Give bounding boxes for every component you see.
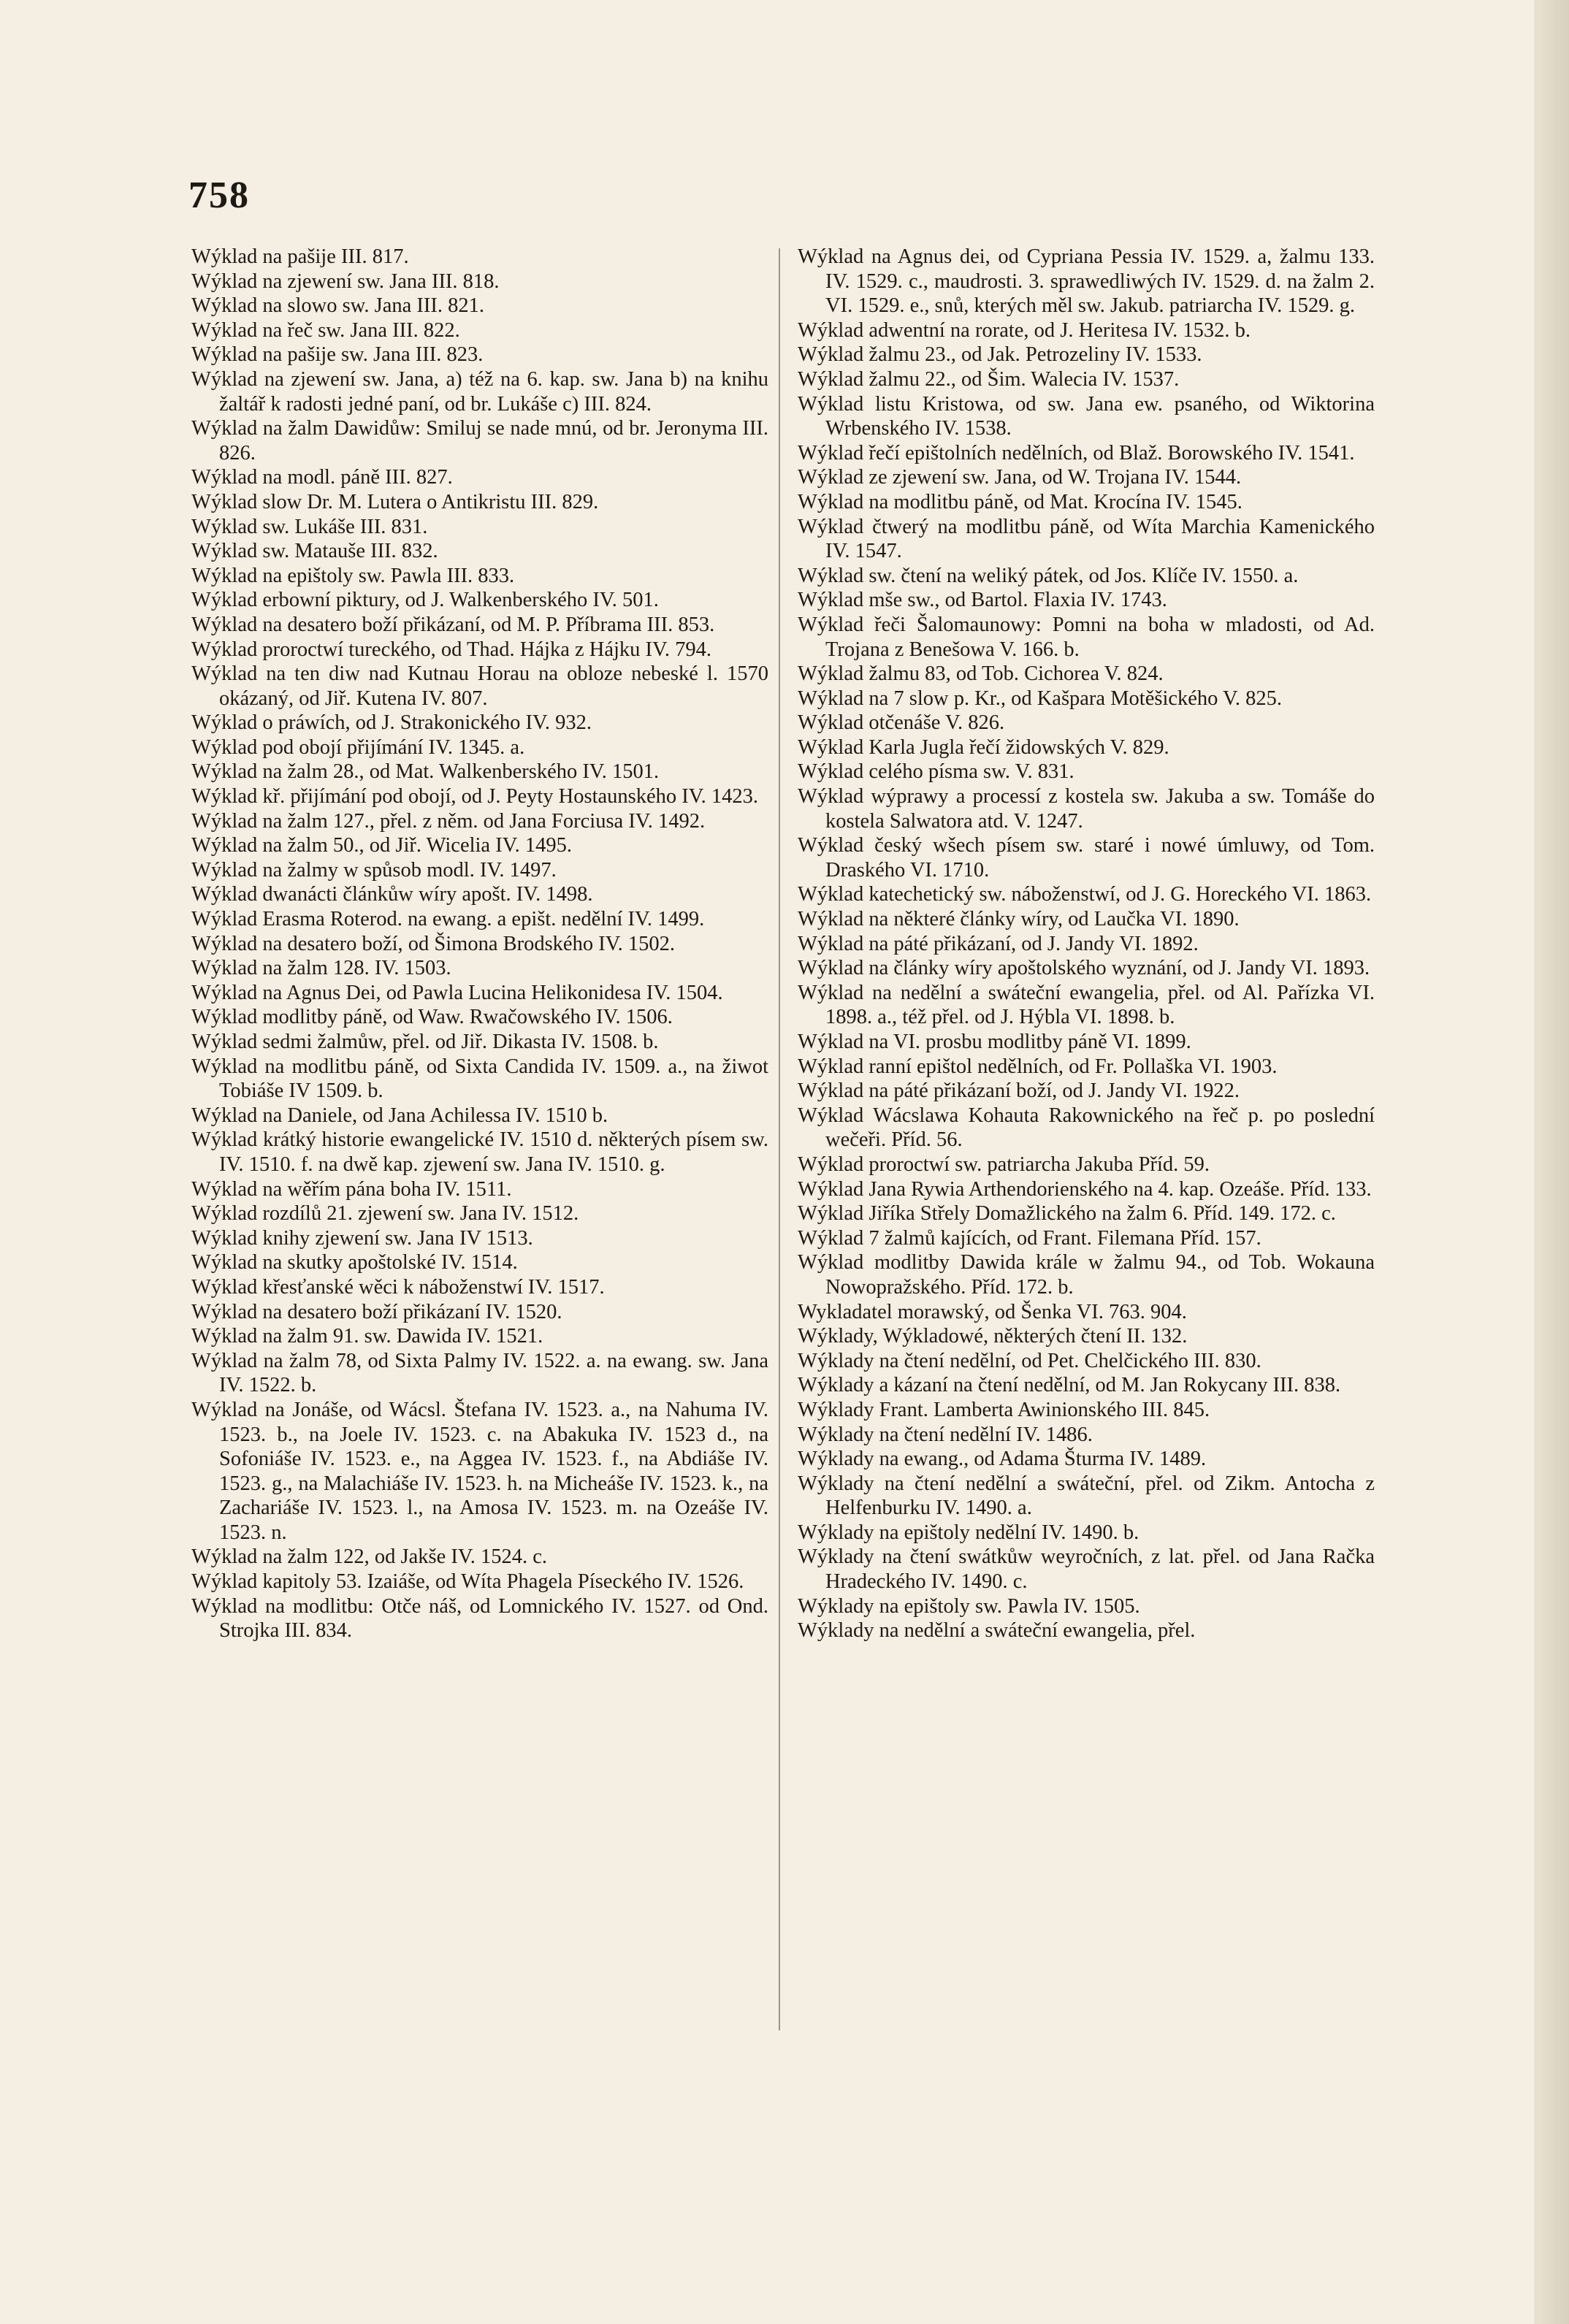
index-entry: Wýklad listu Kristowa, od sw. Jana ew. psaného, od Wiktorina Wrbenského IV. 1538. xyxy=(798,392,1375,440)
index-entry: Wýklad křesťanské wěci k náboženstwí IV. 1517. xyxy=(191,1275,605,1299)
index-entry: Wýklad na epištoly sw. Pawla III. 833. xyxy=(191,564,515,587)
index-entry: Wýklad na žalmy w spůsob modl. IV. 1497. xyxy=(191,858,557,882)
index-entry: Wýklady na čtení nedělní a swáteční, přel. od Zikm. Antocha z Helfenburku IV. 1490. a. xyxy=(798,1472,1375,1520)
index-entry: Wýklad proroctwí sw. patriarcha Jakuba Příd. 59. xyxy=(798,1153,1210,1176)
index-entry: Wýklady na čtení nedělní IV. 1486. xyxy=(798,1423,1093,1446)
index-entry: Wýklad sw. čtení na weliký pátek, od Jos. Klíče IV. 1550. a. xyxy=(798,564,1299,587)
index-entry: Wýklad na modl. páně III. 827. xyxy=(191,466,453,489)
index-entry: Wýklad kapitoly 53. Izaiáše, od Wíta Phagela Píseckého IV. 1526. xyxy=(191,1570,744,1594)
index-entry: Wýklad slow Dr. M. Lutera o Antikristu III. 829. xyxy=(191,490,599,513)
index-entry: Wýklad na pašije III. 817. xyxy=(191,245,409,268)
index-entry: Wýklad Jiříka Střely Domažlického na žalm 6. Příd. 149. 172. c. xyxy=(798,1202,1336,1226)
index-entry: Wýklad na modlitbu páně, od Sixta Candida IV. 1509. a., na žiwot Tobiáše IV 1509. b. xyxy=(191,1055,768,1103)
index-entry: Wýklad na žalm Dawidůw: Smiluj se nade mnú, od br. Jeronyma III. 826. xyxy=(191,417,768,465)
index-entry: Wýklady na čtení swátkůw weyročních, z lat. přel. od Jana Račka Hradeckého IV. 1490. c. xyxy=(798,1545,1375,1594)
index-entry: Wýklad na žalm 122, od Jakše IV. 1524. c. xyxy=(191,1545,548,1569)
index-entry: Wýklad na Agnus Dei, od Pawla Lucina Helikonidesa IV. 1504. xyxy=(191,981,723,1004)
index-entry: Wýklad Jana Rywia Arthendorienského na 4. kap. Ozeáše. Příd. 133. xyxy=(798,1177,1372,1201)
index-entry: Wýklad mše sw., od Bartol. Flaxia IV. 1743. xyxy=(798,589,1167,612)
index-entry: Wýklad na články wíry apoštolského wyznání, od J. Jandy VI. 1893. xyxy=(798,957,1370,980)
index-entry: Wýklad wýprawy a processí z kostela sw. Jakuba a sw. Tomáše do kostela Salwatora atd. V. 1247. xyxy=(798,785,1375,833)
index-entry: Wýklad Erasma Roterod. na ewang. a epišt. nedělní IV. 1499. xyxy=(191,908,705,931)
index-entry: Wýklad pod obojí přijímání IV. 1345. a. xyxy=(191,735,525,759)
index-entry: Wýklady na epištoly nedělní IV. 1490. b. xyxy=(798,1521,1139,1544)
index-entry: Wýklad na skutky apoštolské IV. 1514. xyxy=(191,1251,518,1274)
index-entry: Wýklad sw. Matauše III. 832. xyxy=(191,540,438,563)
index-entry: Wýklad modlitby páně, od Waw. Rwačowského IV. 1506. xyxy=(191,1006,673,1029)
page-number: 758 xyxy=(188,175,250,216)
index-entry: Wýklad krátký historie ewangelické IV. 1510 d. některých písem sw. IV. 1510. f. na dwě kap. zjewení sw. Jana IV. 1510. g. xyxy=(191,1128,768,1176)
index-entry: Wykladatel morawský, od Šenka VI. 763. 904. xyxy=(798,1300,1187,1323)
index-entry: Wýklad otčenáše V. 826. xyxy=(798,711,1005,735)
column-divider xyxy=(779,248,780,2030)
index-entry: Wýklad na žalm 91. sw. Dawida IV. 1521. xyxy=(191,1325,543,1348)
index-entry: Wýklad žalmu 83, od Tob. Cichorea V. 824. xyxy=(798,662,1164,686)
index-entry: Wýklad na desatero boží přikázaní, od M. P. Příbrama III. 853. xyxy=(191,613,715,636)
index-entry: Wýklad na modlitbu páně, od Mat. Krocína IV. 1545. xyxy=(798,490,1242,513)
index-entry: Wýklad adwentní na rorate, od J. Heritesa IV. 1532. b. xyxy=(798,318,1251,342)
index-entry: Wýklad na slowo sw. Jana III. 821. xyxy=(191,294,485,318)
index-entry: Wýklad knihy zjewení sw. Jana IV 1513. xyxy=(191,1226,533,1250)
index-entry: Wýklad na wěřím pána boha IV. 1511. xyxy=(191,1177,512,1201)
page-edge xyxy=(1534,0,1569,2324)
index-entry: Wýklad na žalm 28., od Mat. Walkenberského IV. 1501. xyxy=(191,760,660,784)
index-entry: Wýklad ranní epištol nedělních, od Fr. Pollaška VI. 1903. xyxy=(798,1055,1278,1078)
index-entry: Wýklad žalmu 22., od Šim. Walecia IV. 1537. xyxy=(798,367,1180,391)
index-entry: Wýklad na žalm 128. IV. 1503. xyxy=(191,957,451,980)
index-entry: Wýklady na epištoly sw. Pawla IV. 1505. xyxy=(798,1594,1140,1618)
index-entry: Wýklad Karla Jugla řečí židowských V. 829. xyxy=(798,735,1169,759)
index-entry: Wýklady, Wýkladowé, některých čtení II. 132. xyxy=(798,1325,1188,1348)
index-entry: Wýklady na ewang., od Adama Šturma IV. 1489. xyxy=(798,1448,1207,1471)
index-entry: Wýklad na páté přikázaní boží, od J. Jandy VI. 1922. xyxy=(798,1079,1240,1103)
index-entry: Wýklad sedmi žalmůw, přel. od Jiř. Dikasta IV. 1508. b. xyxy=(191,1031,659,1053)
index-entry: Wýklad na žalm 50., od Jiř. Wicelia IV. 1495. xyxy=(191,834,572,857)
index-entry: Wýklad sw. Lukáše III. 831. xyxy=(191,515,428,538)
index-entry: Wýklad řeči Šalomaunowy: Pomni na boha w mladosti, od Ad. Trojana z Benešowa V. 166. b. xyxy=(798,613,1375,661)
index-entry: Wýklady na nedělní a swáteční ewangelia, přel. xyxy=(798,1619,1196,1643)
index-entry: Wýklad na zjewení sw. Jana III. 818. xyxy=(191,270,500,293)
index-entry: Wýklad český wšech písem sw. staré i nowé úmluwy, od Tom. Draského VI. 1710. xyxy=(798,834,1375,882)
index-entry: Wýklad erbowní piktury, od J. Walkenberského IV. 501. xyxy=(191,589,659,612)
index-entry: Wýklad na některé články wíry, od Laučka VI. 1890. xyxy=(798,908,1240,931)
index-entry: Wýklad na Agnus dei, od Cypriana Pessia IV. 1529. a, žalmu 133. IV. 1529. c., maudrosti. 3. sprawedliwých IV. 1529. d. na žalm 2. VI. 1529. e., snů, kterých měl sw. Jakub. patriarcha IV. 1529. g. xyxy=(798,245,1375,318)
index-entry: Wýklad dwanácti článkůw wíry apošt. IV. 1498. xyxy=(191,883,593,906)
index-entry: Wýklad kř. přijímání pod obojí, od J. Peyty Hostaunského IV. 1423. xyxy=(191,785,759,809)
right-column xyxy=(798,245,1375,1643)
index-entry: Wýklad celého písma sw. V. 831. xyxy=(798,760,1074,784)
index-entry: Wýklad na zjewení sw. Jana, a) též na 6. kap. sw. Jana b) na knihu žaltář k radosti jedné paní, od br. Lukáše c) III. 824. xyxy=(191,367,768,416)
index-entry: Wýklad čtwerý na modlitbu páně, od Wíta Marchia Kamenického IV. 1547. xyxy=(798,515,1375,563)
index-entry: Wýklad na 7 slow p. Kr., od Kašpara Motěšického V. 825. xyxy=(798,687,1283,710)
index-entry: Wýklad 7 žalmů kajících, od Frant. Filemana Příd. 157. xyxy=(798,1226,1261,1250)
left-column xyxy=(191,245,768,1643)
index-entry: Wýklad proroctwí tureckého, od Thad. Hájka z Hájku IV. 794. xyxy=(191,638,712,661)
index-entry: Wýklad žalmu 23., od Jak. Petrozeliny IV. 1533. xyxy=(798,343,1202,367)
index-entry: Wýklad modlitby Dawida krále w žalmu 94., od Tob. Wokauna Nowopražského. Příd. 172. b. xyxy=(798,1251,1375,1299)
index-entry: Wýklad na VI. prosbu modlitby páně VI. 1899. xyxy=(798,1031,1191,1053)
index-entry: Wýklad Wácslawa Kohauta Rakownického na řeč p. po poslední wečeři. Příd. 56. xyxy=(798,1104,1375,1152)
index-entry: Wýklad na desatero boží přikázaní IV. 1520. xyxy=(191,1300,562,1323)
index-entry: Wýklad na žalm 127., přel. z něm. od Jana Forciusa IV. 1492. xyxy=(191,809,706,833)
index-entry: Wýklad ze zjewení sw. Jana, od W. Trojana IV. 1544. xyxy=(798,466,1242,489)
index-entry: Wýklad na žalm 78, od Sixta Palmy IV. 1522. a. na ewang. sw. Jana IV. 1522. b. xyxy=(191,1349,768,1397)
index-entry: Wýklad na desatero boží, od Šimona Brodského IV. 1502. xyxy=(191,932,675,955)
index-entry: Wýklad na řeč sw. Jana III. 822. xyxy=(191,318,460,342)
index-entry: Wýklady na čtení nedělní, od Pet. Chelčického III. 830. xyxy=(798,1349,1261,1372)
index-entry: Wýklad na páté přikázaní, od J. Jandy VI. 1892. xyxy=(798,932,1199,955)
index-entry: Wýklad na ten diw nad Kutnau Horau na obloze nebeské l. 1570 okázaný, od Jiř. Kutena IV. 807. xyxy=(191,662,768,710)
index-entry: Wýklady Frant. Lamberta Awinionského III. 845. xyxy=(798,1398,1210,1421)
index-entry: Wýklad na nedělní a swáteční ewangelia, přel. od Al. Pařízka VI. 1898. a., též přel. od J. Hýbla VI. 1898. b. xyxy=(798,981,1375,1029)
index-entry: Wýklad řečí epištolních nedělních, od Blaž. Borowského IV. 1541. xyxy=(798,441,1355,465)
index-entry: Wýklad rozdílů 21. zjewení sw. Jana IV. 1512. xyxy=(191,1202,579,1226)
index-entry: Wýklad o práwích, od J. Strakonického IV. 932. xyxy=(191,711,592,735)
index-entry: Wýklady a kázaní na čtení nedělní, od M. Jan Rokycany III. 838. xyxy=(798,1374,1341,1397)
index-entry: Wýklad na modlitbu: Otče náš, od Lomnického IV. 1527. od Ond. Strojka III. 834. xyxy=(191,1594,768,1643)
index-entry: Wýklad na Daniele, od Jana Achilessa IV. 1510 b. xyxy=(191,1104,608,1127)
index-entry: Wýklad na pašije sw. Jana III. 823. xyxy=(191,343,484,367)
index-entry: Wýklad katechetický sw. náboženstwí, od J. G. Horeckého VI. 1863. xyxy=(798,883,1372,906)
index-entry: Wýklad na Jonáše, od Wácsl. Štefana IV. 1523. a., na Nahuma IV. 1523. b., na Joele IV. 1523. c. na Abakuka IV. 1523 d., na Sofoniáše IV. 1523. e., na Aggea IV. 1523. f., na Abdiáše IV. 1523. g., na Malachiáše IV. 1523. h. na Micheáše IV. 1523. k., na Zachariáše IV. 1523. l., na Amosa IV. 1523. m. na Ozeáše IV. 1523. n. xyxy=(191,1398,768,1544)
